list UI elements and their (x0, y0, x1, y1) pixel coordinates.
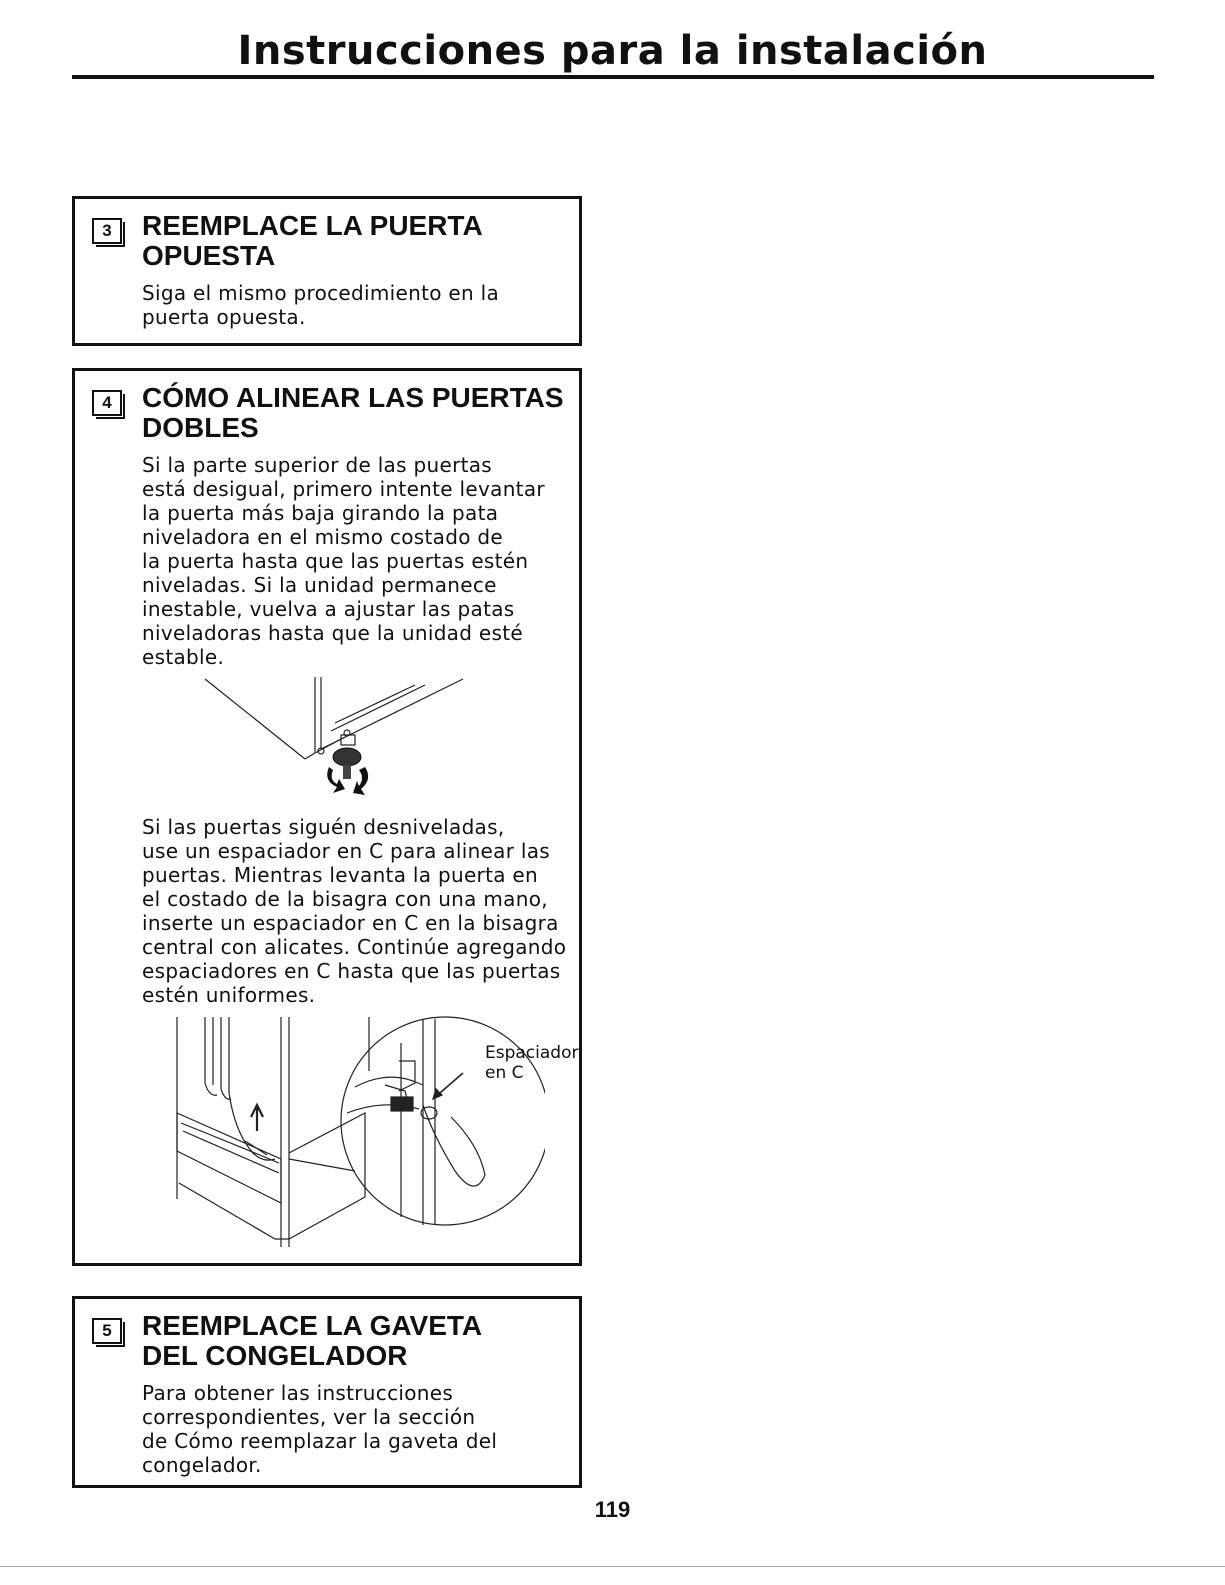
body-line: Siga el mismo procedimiento en la (142, 281, 500, 305)
callout-line: Espaciador (485, 1043, 579, 1063)
body-line: estén uniformes. (142, 983, 316, 1007)
body-line: la puerta hasta que las puertas estén (142, 549, 529, 573)
title-rule (72, 75, 1154, 79)
leveling-leg-illustration (195, 671, 475, 811)
step-5-box (72, 1296, 582, 1488)
rotate-arrows-icon (327, 748, 368, 795)
body-line: correspondientes, ver la sección (142, 1405, 476, 1429)
body-line: inestable, vuelva a ajustar las patas (142, 597, 515, 621)
body-line: use un espaciador en C para alinear las (142, 839, 551, 863)
step-body (142, 1381, 497, 1477)
body-line: central con alicates. Continúe agregando (142, 935, 567, 959)
step-number-badge: 4 (92, 390, 122, 416)
callout-line: en C (485, 1063, 524, 1083)
step-title-line: DOBLES (142, 412, 259, 443)
body-line: está desigual, primero intente levantar (142, 477, 545, 501)
page-number: 119 (594, 1497, 631, 1522)
step-title (142, 383, 564, 443)
body-line: Si las puertas siguén desniveladas, (142, 815, 505, 839)
body-line: niveladoras hasta que la unidad esté (142, 621, 523, 645)
step-title-line: OPUESTA (142, 240, 276, 271)
page-title: Instrucciones para la instalación (237, 28, 988, 74)
body-line: estable. (142, 645, 225, 669)
body-line: el costado de la bisagra con una mano, (142, 887, 548, 911)
step-title-line: DEL CONGELADOR (142, 1340, 408, 1371)
body-line: congelador. (142, 1453, 262, 1477)
step-body (142, 281, 499, 329)
step-3-box (72, 196, 582, 346)
step-title-line: REEMPLACE LA GAVETA (142, 1310, 483, 1341)
body-line: inserte un espaciador en C en la bisagra (142, 911, 559, 935)
body-line: Si la parte superior de las puertas (142, 453, 493, 477)
c-spacer-callout (485, 1043, 578, 1083)
step-title (142, 1311, 482, 1371)
body-line: la puerta más baja girando la pata (142, 501, 499, 525)
step-4-box (72, 368, 582, 1266)
body-line: puertas. Mientras levanta la puerta en (142, 863, 539, 887)
step-number-badge: 5 (92, 1318, 122, 1344)
body-line: espaciadores en C hasta que las puertas (142, 959, 561, 983)
step-title-line: CÓMO ALINEAR LAS PUERTAS (142, 382, 564, 413)
bottom-rule (0, 1566, 1225, 1567)
body-line: puerta opuesta. (142, 305, 306, 329)
body-line: Para obtener las instrucciones (142, 1381, 454, 1405)
body-line: de Cómo reemplazar la gaveta del (142, 1429, 498, 1453)
step-body-continued (142, 815, 566, 1007)
step-title-line: REEMPLACE LA PUERTA (142, 210, 483, 241)
body-line: niveladora en el mismo costado de (142, 525, 503, 549)
step-body (142, 453, 545, 669)
step-title (142, 211, 483, 271)
step-number-badge: 3 (92, 218, 122, 244)
body-line: niveladas. Si la unidad permanece (142, 573, 497, 597)
